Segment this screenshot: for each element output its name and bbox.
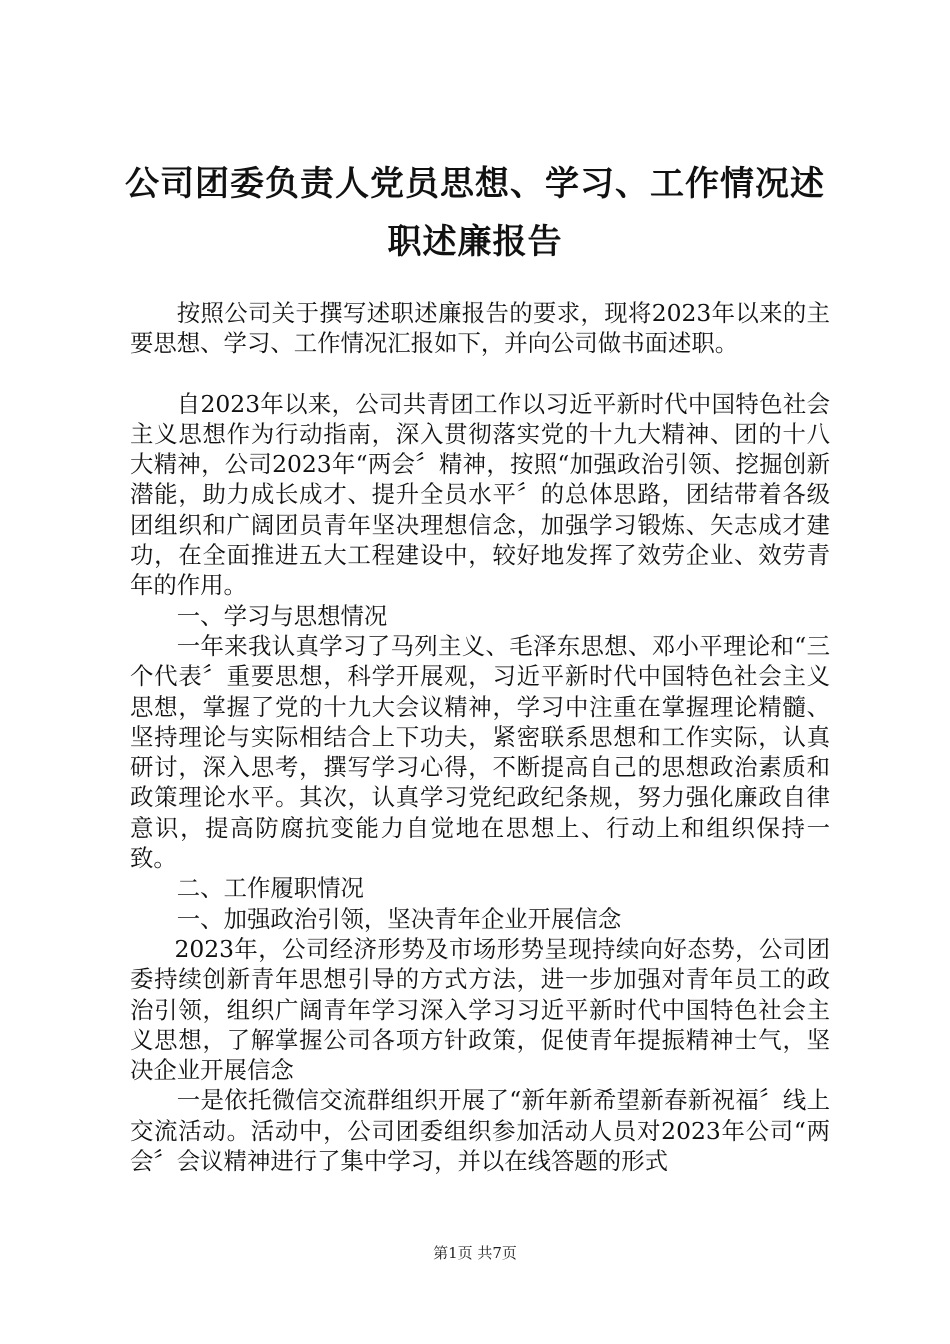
section-heading-study: 一、学习与思想情况: [176, 601, 388, 630]
document-body: [130, 298, 830, 1176]
section-heading-work: 二、工作履职情况: [176, 874, 364, 903]
paragraph-study: 一年来我认真学习了马列主义、毛泽东思想、邓小平理论和“三个代表〞重要思想，科学开展观，习近平新时代中国特色社会主义思想，掌握了党的十九大会议精神，学习中注重在掌握理论精髓、坚持理论与实际相结合上下功夫，紧密联系思想和工作实际，认真研讨，深入思考，撰写学习心得，不断提高自己的思想政治素质和政策理论水平。其次，认真学习党纪政纪条规，努力强化廉政自律意识，提高防腐抗变能力自觉地在思想上、行动上和组织保持一致。: [130, 631, 830, 873]
paragraph-overview: 自2023年以来，公司共青团工作以习近平新时代中国特色社会主义思想作为行动指南，深入贯彻落实党的十九大精神、团的十八大精神，公司2023年“两会〞精神，按照“加强政治引领、挖掘创新潜能，助力成长成才、提升全员水平〞的总体思路，团结带着各级团组织和广阔团员青年坚决理想信念，加强学习锻炼、矢志成才建功，在全面推进五大工程建设中，较好地发挥了效劳企业、效劳青年的作用。: [130, 389, 830, 600]
document-title-line-2: 职述廉报告: [387, 222, 563, 262]
paragraph-intro: 按照公司关于撰写述职述廉报告的要求，现将2023年以来的主要思想、学习、工作情况汇报如下，并向公司做书面述职。: [130, 299, 830, 358]
subsection-heading-political: 一、加强政治引领，坚决青年企业开展信念: [176, 904, 622, 933]
paragraph-political: 2023年，公司经济形势及市场形势呈现持续向好态势，公司团委持续创新青年思想引导的方式方法，进一步加强对青年员工的政治引领，组织广阔青年学习深入学习习近平新时代中国特色社会主义思想，了解掌握公司各项方针政策，促使青年提振精神士气，坚决企业开展信念: [130, 934, 830, 1085]
paragraph-wechat-activity: 一是依托微信交流群组织开展了“新年新希望新春新祝福〞线上交流活动。活动中，公司团委组织参加活动人员对2023年公司“两会〞会议精神进行了集中学习，并以在线答题的形式: [130, 1086, 830, 1176]
document-title-line-1: 公司团委负责人党员思想、学习、工作情况述: [125, 164, 825, 204]
page-footer: 第1页 共7页: [433, 1244, 517, 1262]
